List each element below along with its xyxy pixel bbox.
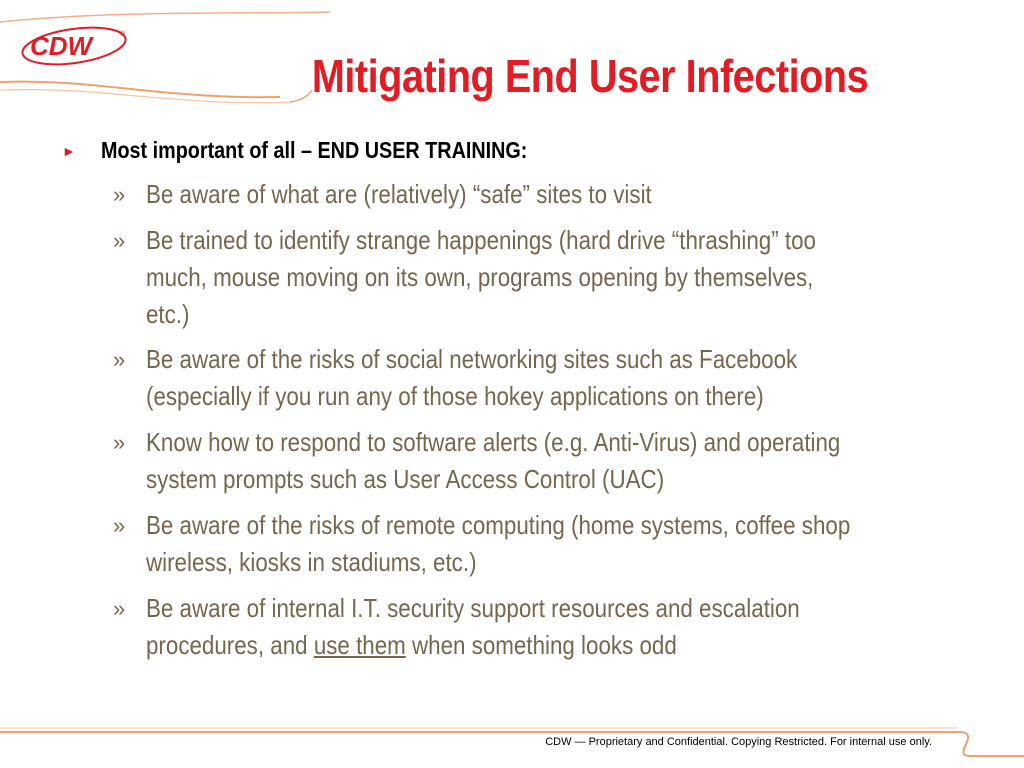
- text-after-underline: when something looks odd: [405, 630, 677, 660]
- list-item-line: Be aware of what are (relatively) “safe” sites to visit: [146, 179, 652, 209]
- sub-bullet-marker: »: [113, 182, 126, 207]
- list-item-line: system prompts such as User Access Control (UAC): [146, 464, 665, 494]
- list-item-line: etc.): [146, 299, 190, 329]
- list-item-line: Be aware of the risks of remote computing (home systems, coffee shop: [146, 510, 851, 540]
- triangle-right-icon: ►: [62, 143, 76, 159]
- svg-text:®: ®: [120, 31, 126, 38]
- list-item-line: wireless, kiosks in stadiums, etc.): [146, 547, 477, 577]
- logo-text: CDW: [30, 31, 93, 61]
- list-item-line: Be trained to identify strange happenings (hard drive “thrashing” too: [146, 225, 816, 255]
- sub-bullet-marker: »: [113, 513, 126, 538]
- sub-bullet-marker: »: [113, 596, 126, 621]
- sub-bullet-marker: »: [113, 228, 126, 253]
- underlined-emphasis: use them: [313, 630, 406, 660]
- list-item-line: Be aware of internal I.T. security support resources and escalation: [146, 593, 800, 623]
- footer-confidentiality-notice: CDW — Proprietary and Confidential. Copying Restricted. For internal use only.: [545, 736, 932, 748]
- text-before-underline: procedures, and: [146, 630, 314, 660]
- main-bullet-text: Most important of all – END USER TRAINING:: [101, 137, 528, 163]
- list-item-last-line: [146, 627, 677, 664]
- list-item-line: (especially if you run any of those hokey applications on there): [146, 381, 764, 411]
- list-item-line: Know how to respond to software alerts (e.g. Anti-Virus) and operating: [146, 427, 841, 457]
- list-item-line: Be aware of the risks of social networking sites such as Facebook: [146, 344, 798, 374]
- sub-bullet-marker: »: [113, 430, 126, 455]
- list-item-line: much, mouse moving on its own, programs opening by themselves,: [146, 262, 814, 292]
- slide-title: Mitigating End User Infections: [311, 50, 869, 102]
- sub-bullet-marker: »: [113, 347, 126, 372]
